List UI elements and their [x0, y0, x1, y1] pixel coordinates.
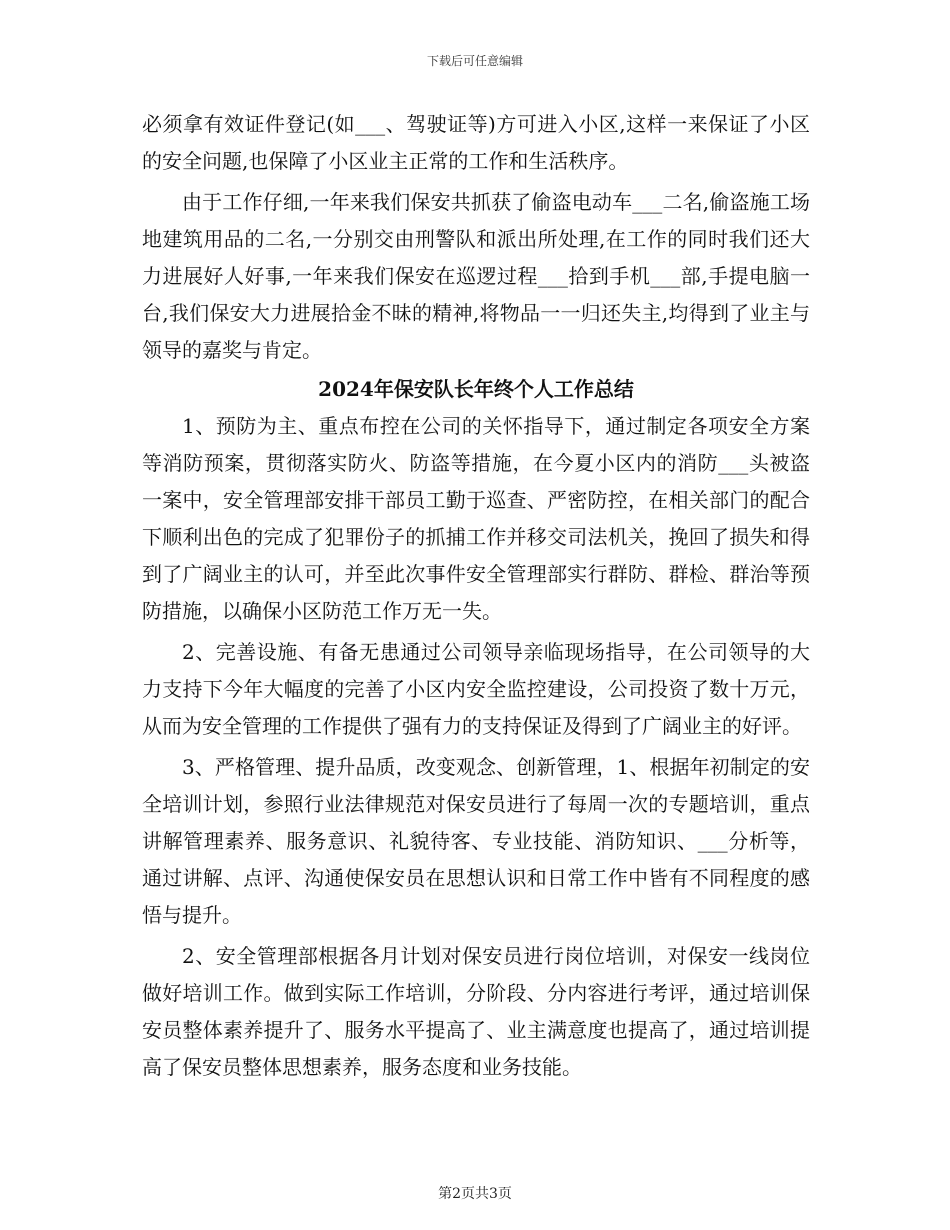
document-body: [142, 106, 810, 1086]
paragraph-theft-cases: 由于工作仔细,一年来我们保安共抓获了偷盗电动车___二名,偷盗施工场地建筑用品的二名,一分别交由刑警队和派出所处理,在工作的同时我们还大力进展好人好事,一年来我们保安在巡逻过程___拾到手机___部,手提电脑一台,我们保安大力进展拾金不昧的精神,将物品一一归还失主,均得到了业主与领导的嘉奖与肯定。: [142, 190, 810, 362]
paragraph-training: 2、安全管理部根据各月计划对保安员进行岗位培训，对保安一线岗位做好培训工作。做到实际工作培训，分阶段、分内容进行考评，通过培训保安员整体素养提升了、服务水平提高了、业主满意度也提高了，通过培训提高了保安员整体思想素养，服务态度和业务技能。: [142, 944, 810, 1079]
page-header-note: 下载后可任意编辑: [426, 54, 523, 68]
paragraph-continuation: 必须拿有效证件登记(如___、驾驶证等)方可进入小区,这样一来保证了小区的安全问题,也保障了小区业主正常的工作和生活秩序。: [142, 112, 810, 173]
page-number: 第2页共3页: [438, 1186, 512, 1202]
paragraph-item-1-prevention: 1、预防为主、重点布控在公司的关怀指导下，通过制定各项安全方案等消防预案，贯彻落实防火、防盗等措施，在今夏小区内的消防___头被盗一案中，安全管理部安排干部员工勤于巡查、严密防控，在相关部门的配合下顺利出色的完成了犯罪份子的抓捕工作并移交司法机关，挽回了损失和得到了广阔业主的认可，并至此次事件安全管理部实行群防、群检、群治等预防措施，以确保小区防范工作万无一失。: [142, 414, 810, 623]
paragraph-item-2-facilities: 2、完善设施、有备无患通过公司领导亲临现场指导，在公司领导的大力支持下今年大幅度的完善了小区内安全监控建设，公司投资了数十万元，从而为安全管理的工作提供了强有力的支持保证及得到了广阔业主的好评。: [142, 640, 810, 738]
section-title: 2024年保安队长年终个人工作总结: [318, 377, 634, 401]
paragraph-item-3-management: 3、严格管理、提升品质，改变观念、创新管理，1、根据年初制定的安全培训计划，参照行业法律规范对保安员进行了每周一次的专题培训，重点讲解管理素养、服务意识、礼貌待客、专业技能、消防知识、___分析等，通过讲解、点评、沟通使保安员在思想认识和日常工作中皆有不同程度的感悟与提升。: [142, 755, 810, 927]
